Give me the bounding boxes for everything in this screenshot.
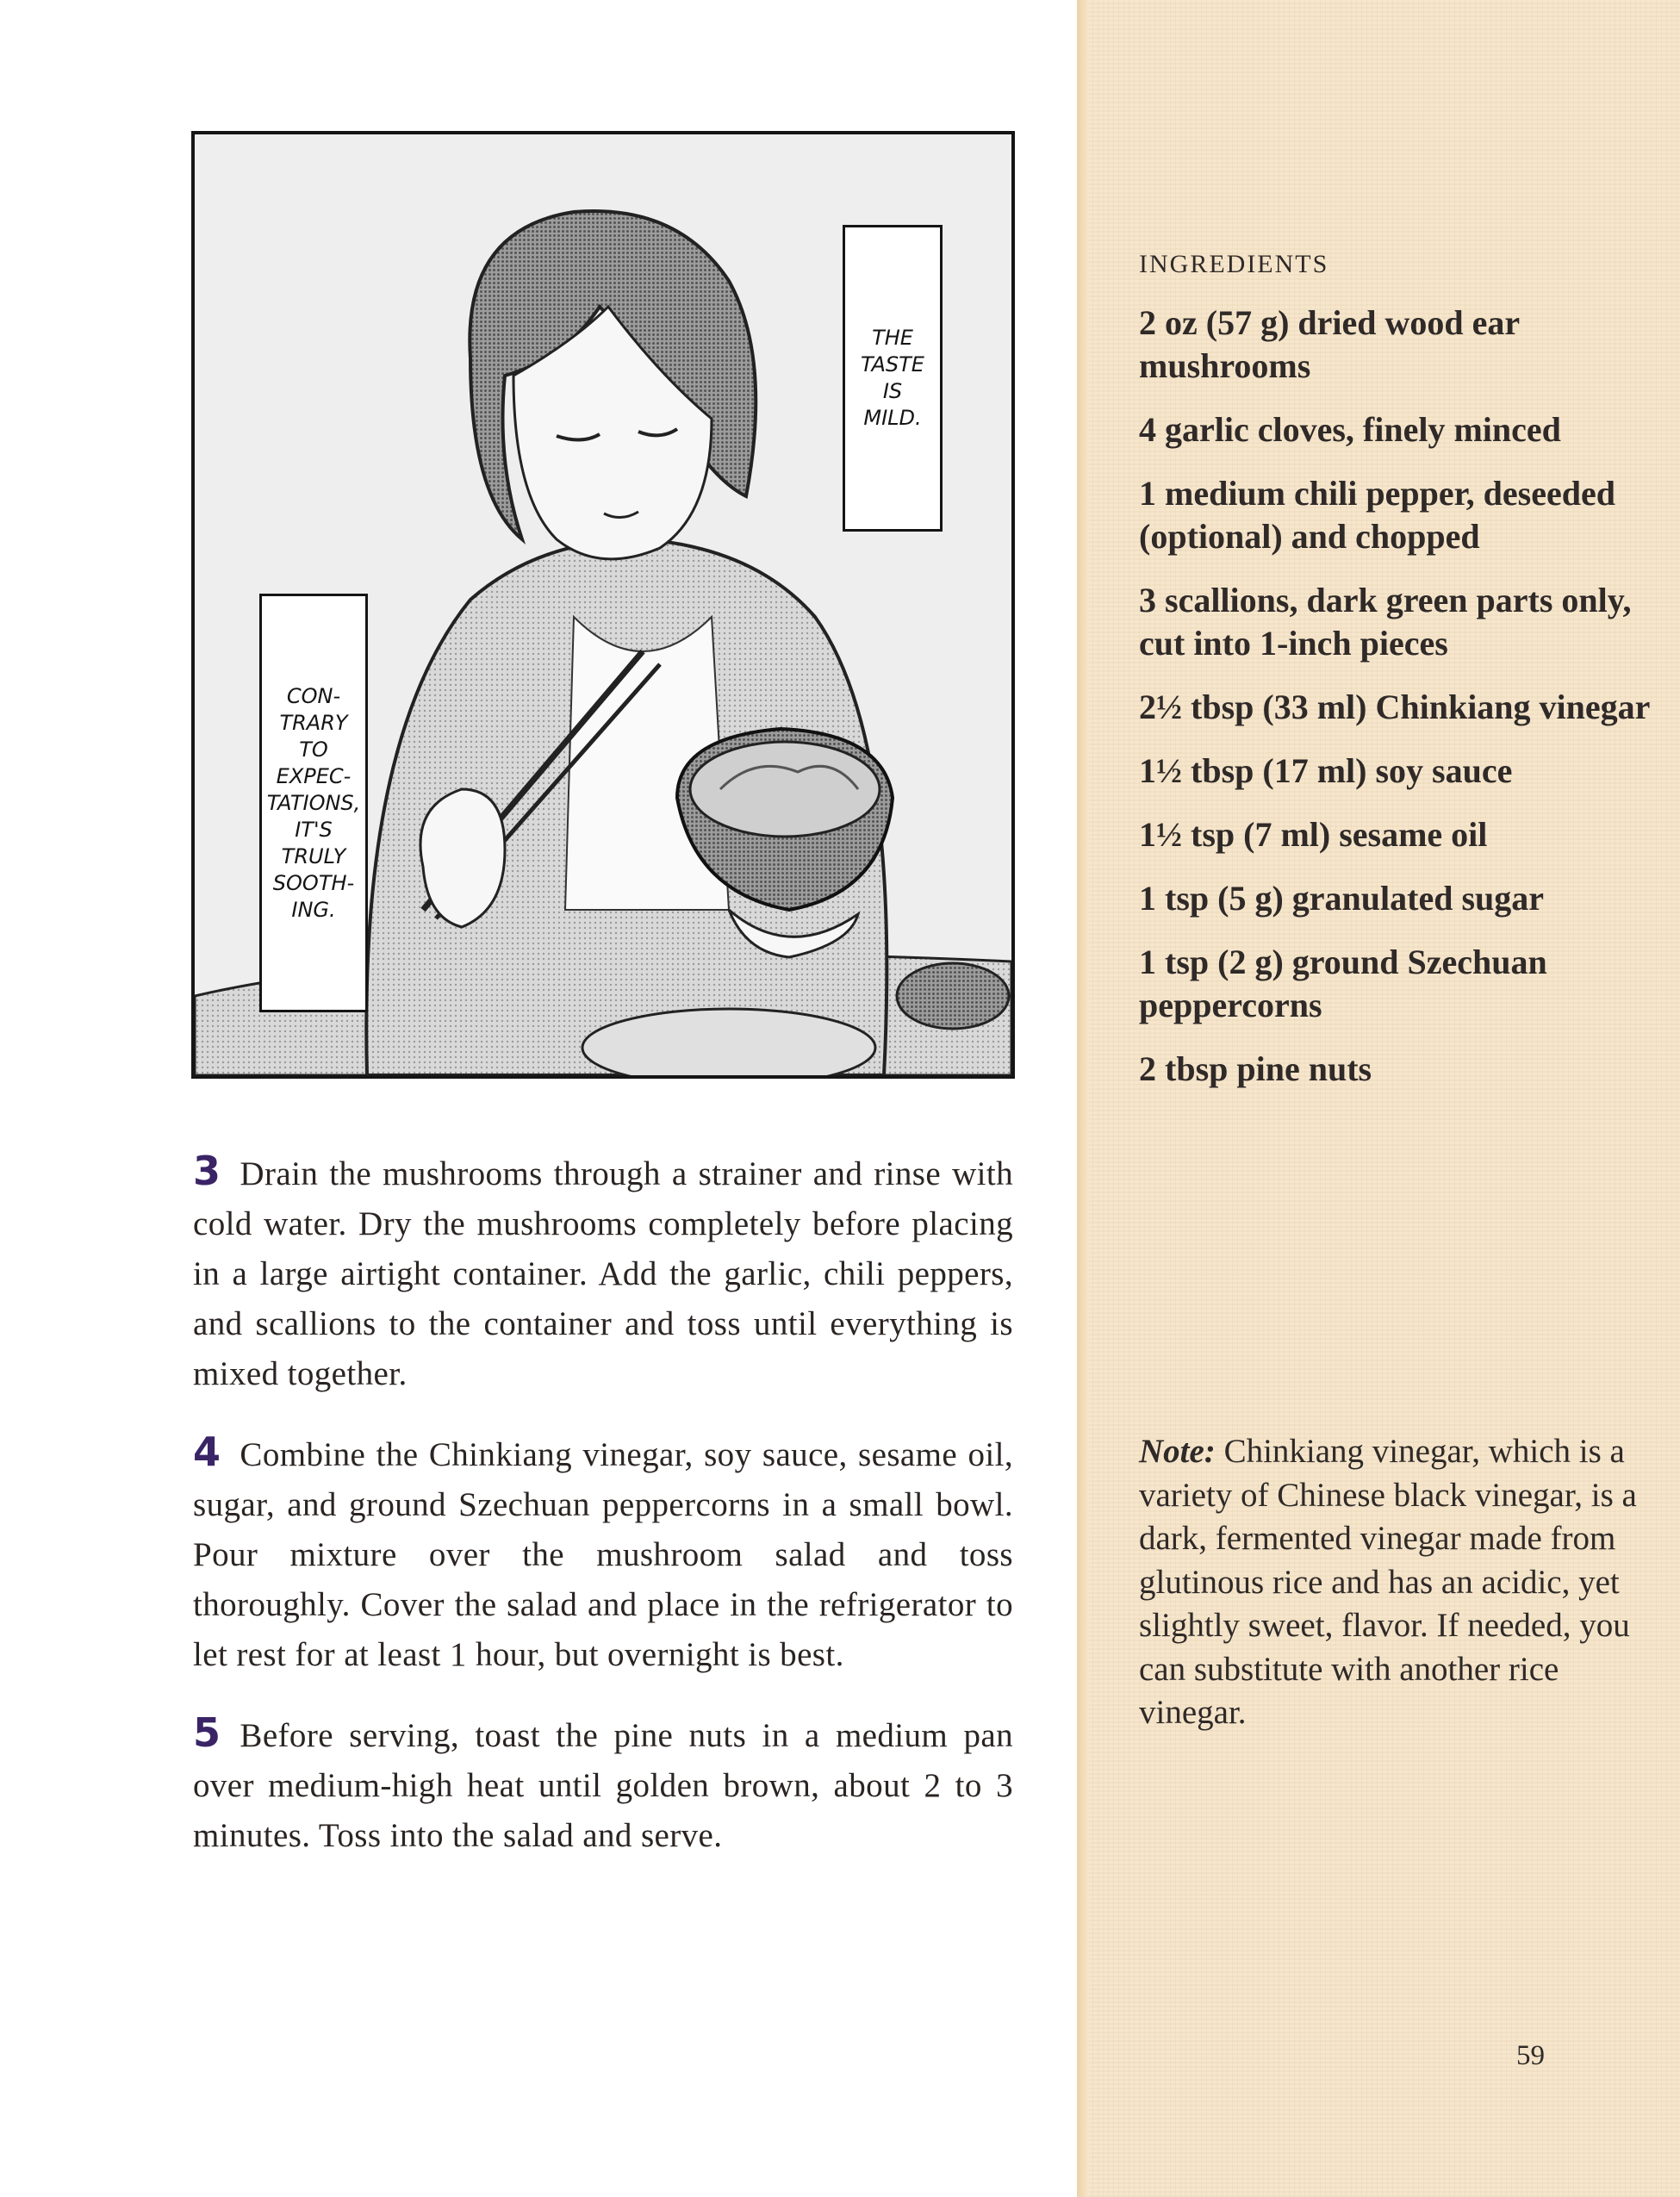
ingredient-item: 2 tbsp pine nuts bbox=[1139, 1049, 1372, 1088]
ingredient-item: 1½ tbsp (17 ml) soy sauce bbox=[1139, 751, 1513, 790]
step-3 bbox=[193, 1146, 1013, 1399]
caption-text: CON- TRARY TO EXPEC- TATIONS, IT'S TRULY SOOTH- ING. bbox=[266, 683, 361, 922]
ingredient-item: 4 garlic cloves, finely minced bbox=[1139, 410, 1561, 449]
ingredient-item: 1 tsp (5 g) granulated sugar bbox=[1139, 879, 1545, 918]
step-text: Combine the Chinkiang vinegar, soy sauce, sesame oil, sugar, and ground Szechuan peppercorns in a small bowl. Pour mixture over the mushroom salad and toss thoroughly. Cover the salad and place in the refrigerator to let rest for at least 1 hour, but overnight is best. bbox=[193, 1436, 1013, 1673]
ingredient-item: 2½ tbsp (33 ml) Chinkiang vinegar bbox=[1139, 688, 1651, 726]
caption-box bbox=[259, 594, 368, 1012]
caption-text: THE TASTE IS MILD. bbox=[861, 326, 924, 430]
step-text: Before serving, toast the pine nuts in a medium pan over medium-high heat until golden brown, about 2 to 3 minutes. Toss into the salad and serve. bbox=[193, 1717, 1013, 1854]
manga-panel bbox=[191, 131, 1015, 1079]
ingredients-heading: INGREDIENTS bbox=[1139, 250, 1329, 278]
small-dish bbox=[897, 963, 1009, 1029]
note-text: Chinkiang vinegar, which is a variety of Chinese black vinegar, is a dark, fermented vinegar made from glutinous rice and has an acidic, yet slightly sweet, flavor. If needed, you can substitute with another rice vinegar. bbox=[1139, 1433, 1637, 1731]
page-number: 59 bbox=[1516, 2040, 1545, 2071]
ingredient-item: 3 scallions, dark green parts only, cut into 1-inch pieces bbox=[1139, 581, 1632, 663]
sidebar-edge bbox=[1077, 0, 1089, 2197]
ingredient-item: 1½ tsp (7 ml) sesame oil bbox=[1139, 815, 1488, 854]
caption-box bbox=[843, 225, 943, 532]
step-number: 5 bbox=[193, 1709, 221, 1756]
ingredients-list bbox=[1139, 302, 1656, 1111]
step-number: 4 bbox=[193, 1428, 221, 1475]
note bbox=[1139, 1430, 1647, 1735]
step-4 bbox=[193, 1427, 1013, 1680]
step-number: 3 bbox=[193, 1148, 221, 1194]
ingredient-item: 1 tsp (2 g) ground Szechuan peppercorns bbox=[1139, 943, 1547, 1024]
ingredient-item: 1 medium chili pepper, deseeded (optional) and chopped bbox=[1139, 474, 1615, 556]
recipe-steps bbox=[193, 1146, 1013, 1889]
step-text: Drain the mushrooms through a strainer and rinse with cold water. Dry the mushrooms completely before placing in a large airtight container. Add the garlic, chili peppers, and scallions to the container and toss until everything is mixed together. bbox=[193, 1155, 1013, 1392]
ingredient-item: 2 oz (57 g) dried wood ear mushrooms bbox=[1139, 303, 1520, 385]
step-5 bbox=[193, 1708, 1013, 1861]
plate bbox=[582, 1009, 875, 1075]
note-label: Note: bbox=[1139, 1433, 1216, 1470]
